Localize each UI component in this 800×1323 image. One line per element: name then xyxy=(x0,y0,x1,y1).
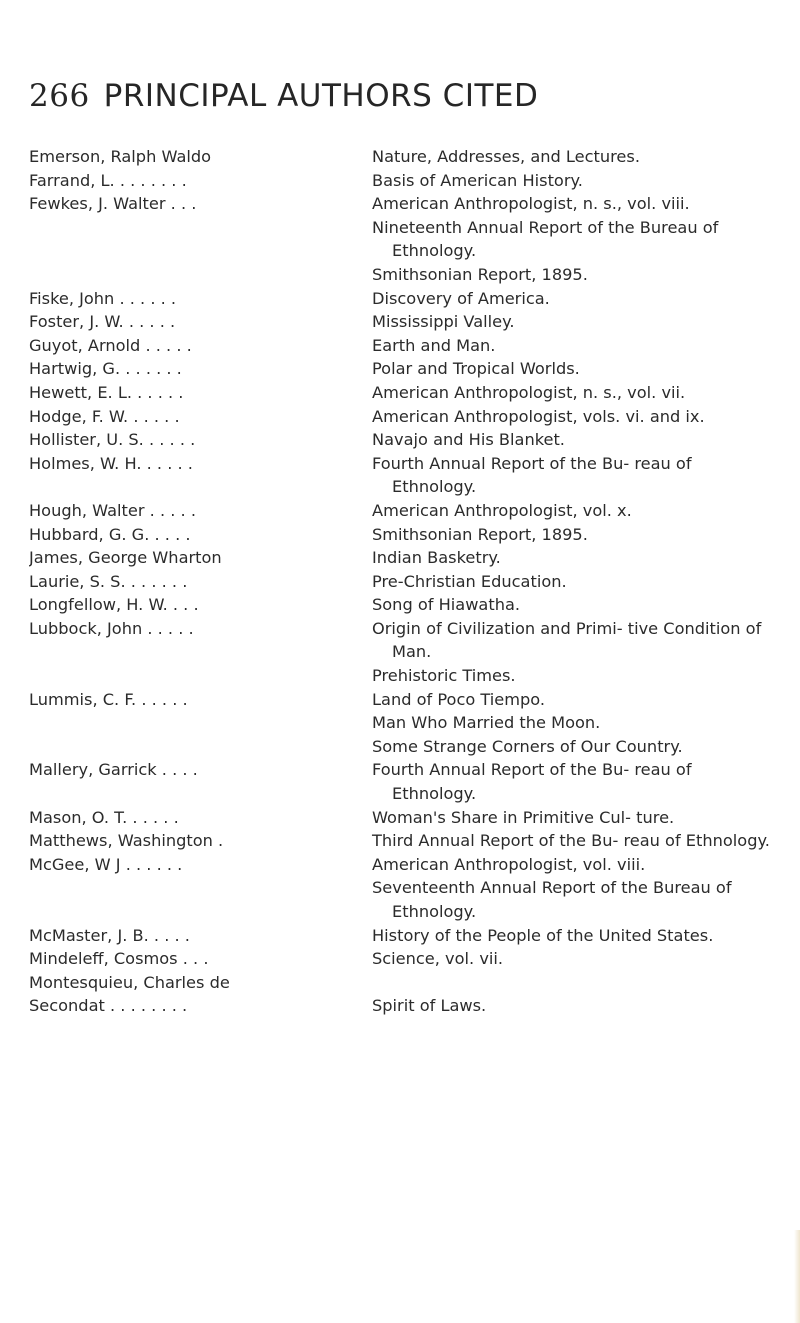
index-entry xyxy=(29,145,774,169)
work-list xyxy=(372,169,774,193)
author-name: Hough, Walter . . . . . xyxy=(29,500,196,520)
index-entry xyxy=(29,758,774,805)
work-list xyxy=(372,523,774,547)
work-list xyxy=(372,758,774,805)
work-list xyxy=(372,334,774,358)
work-title: Mississippi Valley. xyxy=(372,312,515,332)
author-name: Hodge, F. W. . . . . . xyxy=(29,406,180,426)
work-title: Seventeenth Annual Report of the Bureau of Ethnology. xyxy=(372,878,732,921)
index-entry xyxy=(29,405,774,429)
work-title: Some Strange Corners of Our Country. xyxy=(372,736,683,756)
work-list xyxy=(372,947,774,971)
author-name: Secondat . . . . . . . . xyxy=(29,996,188,1016)
work-list xyxy=(372,570,774,594)
index-entry xyxy=(29,570,774,594)
author-name: McMaster, J. B. . . . . xyxy=(29,925,190,945)
index-entry xyxy=(29,287,774,311)
work-title: Nineteenth Annual Report of the Bureau of Ethnology. xyxy=(372,217,719,261)
author-name: McGee, W J . . . . . . xyxy=(29,854,183,874)
index-entry xyxy=(29,310,774,334)
author-name: Hubbard, G. G. . . . . xyxy=(29,524,191,544)
index-entry xyxy=(29,452,774,499)
index-entry xyxy=(29,381,774,405)
work-list xyxy=(372,994,774,1018)
index-entry xyxy=(29,829,774,853)
work-list xyxy=(372,593,774,617)
work-title: Fourth Annual Report of the Bu- reau of Ethnology. xyxy=(372,760,692,804)
author-name: Hartwig, G. . . . . . . xyxy=(29,359,182,379)
work-title: Polar and Tropical Worlds. xyxy=(372,359,580,379)
work-list xyxy=(372,192,774,286)
author-name: Guyot, Arnold . . . . . xyxy=(29,335,192,355)
work-title: Spirit of Laws. xyxy=(372,996,487,1016)
work-title: Indian Basketry. xyxy=(372,548,501,568)
index-entry xyxy=(29,523,774,547)
index-entry xyxy=(29,617,774,688)
page-title: PRINCIPAL AUTHORS CITED xyxy=(103,78,539,114)
author-name: Emerson, Ralph Waldo xyxy=(29,147,212,166)
work-title: Song of Hiawatha. xyxy=(372,595,521,615)
author-name: James, George Wharton xyxy=(29,548,222,568)
author-name: Foster, J. W. . . . . . xyxy=(29,312,176,332)
index-entry xyxy=(29,806,774,830)
author-name: Farrand, L. . . . . . . . xyxy=(29,170,187,190)
work-title: Basis of American History. xyxy=(372,170,583,190)
index-entry xyxy=(29,546,774,570)
work-title: American Anthropologist, vol. x. xyxy=(372,500,632,520)
author-name: Fiske, John . . . . . . xyxy=(29,288,177,308)
work-list xyxy=(372,381,774,405)
work-title: Smithsonian Report, 1895. xyxy=(372,524,588,544)
work-title: Fourth Annual Report of the Bu- reau of Ethnology. xyxy=(372,453,692,497)
work-list xyxy=(372,829,774,853)
author-name: Holmes, W. H. . . . . . xyxy=(29,453,193,473)
work-list xyxy=(372,452,774,499)
page-edge-shadow xyxy=(794,1230,800,1323)
author-name: Hewett, E. L. . . . . . xyxy=(29,382,184,402)
work-title: Science, vol. vii. xyxy=(372,949,504,969)
index-entry xyxy=(29,499,774,523)
work-title: Land of Poco Tiempo. xyxy=(372,689,546,709)
work-title: Discovery of America. xyxy=(372,288,550,308)
index-entry xyxy=(29,192,774,286)
work-title: Prehistoric Times. xyxy=(372,666,516,686)
work-title: Third Annual Report of the Bu- reau of Ethnology. xyxy=(372,831,770,851)
work-title: Man Who Married the Moon. xyxy=(372,713,601,733)
index-entry xyxy=(29,853,774,924)
work-list xyxy=(372,617,774,688)
work-title: American Anthropologist, vols. vi. and ix. xyxy=(372,406,705,426)
work-list xyxy=(372,499,774,523)
work-title: Smithsonian Report, 1895. xyxy=(372,264,588,284)
page-number: 266 xyxy=(29,78,90,114)
work-list xyxy=(372,357,774,381)
author-name: Mallery, Garrick . . . . xyxy=(29,760,198,780)
work-title: Origin of Civilization and Primi- tive Condition of Man. xyxy=(372,618,762,662)
work-list xyxy=(372,145,774,169)
work-list xyxy=(372,405,774,429)
work-title: American Anthropologist, n. s., vol. viii. xyxy=(372,194,690,214)
author-name: Lummis, C. F. . . . . . xyxy=(29,689,188,709)
author-name: Lubbock, John . . . . . xyxy=(29,618,194,638)
work-list xyxy=(372,546,774,570)
index-entry xyxy=(29,593,774,617)
work-list xyxy=(372,310,774,334)
author-name: Hollister, U. S. . . . . . xyxy=(29,430,196,450)
author-name: Longfellow, H. W. . . . xyxy=(29,595,199,615)
author-name: Mason, O. T. . . . . . xyxy=(29,807,179,827)
author-index xyxy=(29,145,774,1018)
index-entry xyxy=(29,428,774,452)
work-list xyxy=(372,287,774,311)
work-list xyxy=(372,428,774,452)
work-list xyxy=(372,853,774,924)
author-name: Laurie, S. S. . . . . . . xyxy=(29,571,188,591)
work-title: Woman's Share in Primitive Cul- ture. xyxy=(372,807,675,827)
author-name: Mindeleff, Cosmos . . . xyxy=(29,949,209,969)
work-title: Earth and Man. xyxy=(372,335,496,355)
index-entry xyxy=(29,357,774,381)
index-entry xyxy=(29,688,774,759)
work-title: Nature, Addresses, and Lectures. xyxy=(372,147,640,166)
work-title: Pre-Christian Education. xyxy=(372,571,567,591)
work-title: American Anthropologist, vol. viii. xyxy=(372,854,646,874)
index-entry xyxy=(29,334,774,358)
index-entry xyxy=(29,947,774,971)
index-entry xyxy=(29,994,774,1018)
index-entry xyxy=(29,169,774,193)
work-list xyxy=(372,971,774,995)
author-name: Fewkes, J. Walter . . . xyxy=(29,194,197,214)
index-entry xyxy=(29,924,774,948)
work-title: American Anthropologist, n. s., vol. vii. xyxy=(372,382,686,402)
index-entry xyxy=(29,971,774,995)
work-list xyxy=(372,688,774,759)
work-list xyxy=(372,924,774,948)
work-list xyxy=(372,806,774,830)
author-name: Montesquieu, Charles de xyxy=(29,972,230,992)
author-name: Matthews, Washington . xyxy=(29,831,224,851)
work-title: Navajo and His Blanket. xyxy=(372,430,565,450)
work-title: History of the People of the United States. xyxy=(372,925,714,945)
page-header xyxy=(29,78,538,114)
